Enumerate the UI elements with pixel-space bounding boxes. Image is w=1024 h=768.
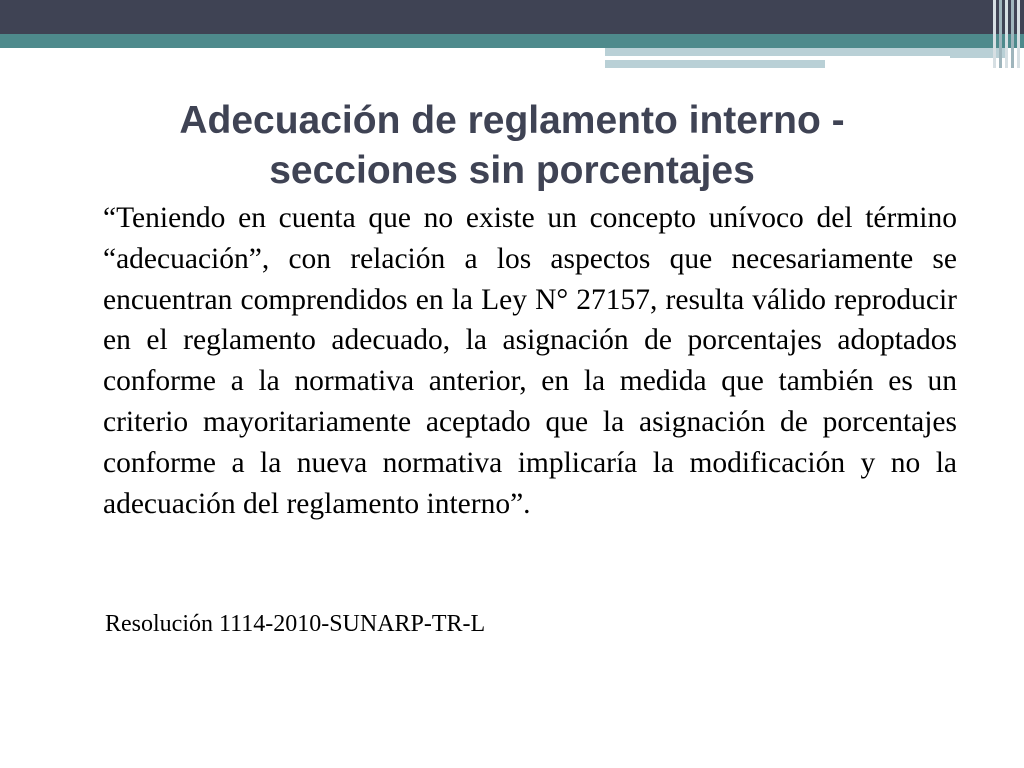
vertical-bar xyxy=(1017,0,1020,68)
vertical-bar xyxy=(1011,0,1014,68)
vertical-bar xyxy=(993,0,996,68)
header-band-divider xyxy=(605,56,950,59)
slide-title xyxy=(60,96,964,196)
vertical-bar xyxy=(999,0,1002,68)
vertical-bar xyxy=(1005,0,1008,68)
header-band-light-bottom xyxy=(605,60,825,68)
slide-title-line2: secciones sin porcentajes xyxy=(269,149,755,192)
header-band-teal xyxy=(0,34,1024,48)
header-band-dark xyxy=(0,0,1024,34)
slide-title-line1: Adecuación de reglamento interno - xyxy=(179,99,845,142)
slide-body-quote: “Teniendo en cuenta que no existe un concepto unívoco del término “adecuación”, con relación a los aspectos que necesariamente se encuentran comprendidos en la Ley N° 27157, resulta válido reproducir en el reglamento adecuado, la asignación de porcentajes adoptados conforme a la normativa anterior, en la medida que también es un criterio mayoritariamente aceptado que la asignación de porcentajes conforme a la nueva normativa implicaría la modificación y no la adecuación del reglamento interno”. xyxy=(103,202,957,520)
slide-citation: Resolución 1114-2010-SUNARP-TR-L xyxy=(105,611,486,637)
header-vertical-bars xyxy=(993,0,1020,68)
